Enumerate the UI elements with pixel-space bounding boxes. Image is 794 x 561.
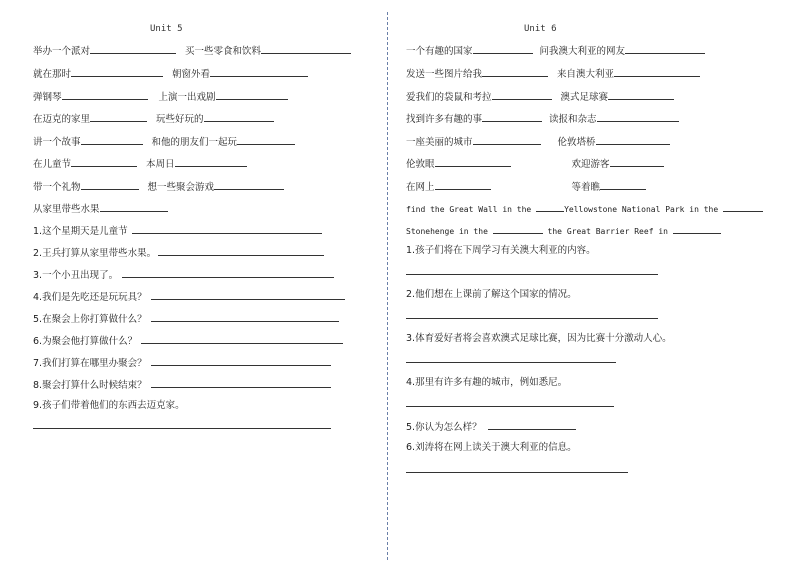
phrase-row — [406, 157, 664, 171]
answer-line[interactable] — [158, 246, 324, 256]
answer-line[interactable] — [151, 378, 331, 388]
fill-text: find the Great Wall in the — [406, 205, 532, 214]
question-row — [406, 245, 596, 257]
phrase-text: 一个有趣的国家 — [406, 46, 473, 57]
question-row — [33, 334, 343, 348]
answer-blank[interactable] — [210, 67, 308, 77]
answer-blank[interactable] — [62, 90, 148, 100]
phrase-text: 带一个礼物 — [33, 182, 81, 193]
phrase-row — [406, 180, 646, 194]
phrase-text: 玩些好玩的 — [156, 114, 204, 125]
answer-blank[interactable] — [596, 135, 670, 145]
answer-line[interactable] — [488, 420, 576, 430]
unit6-title: Unit 6 — [524, 24, 557, 34]
answer-line[interactable] — [151, 356, 331, 366]
phrase-row — [406, 112, 679, 126]
question-text: 5.在聚会上你打算做什么？ — [33, 314, 147, 325]
phrase-row — [33, 135, 295, 149]
answer-blank[interactable] — [214, 180, 284, 190]
answer-blank[interactable] — [261, 44, 351, 54]
phrase-text: 等着瞧 — [571, 182, 601, 193]
phrase-row — [33, 44, 351, 58]
phrase-text: 弹钢琴 — [33, 92, 62, 103]
question-text: 2.王兵打算从家里带些水果。 — [33, 248, 157, 259]
phrase-text: 举办一个派对 — [33, 46, 91, 57]
answer-blank[interactable] — [435, 157, 511, 167]
question-row — [33, 224, 322, 238]
answer-blank[interactable] — [237, 135, 295, 145]
answer-blank[interactable] — [100, 202, 168, 212]
phrase-text: 发送一些图片给我 — [406, 69, 483, 80]
phrase-row — [406, 135, 670, 149]
answer-blank[interactable] — [492, 90, 552, 100]
phrase-text: 本周日 — [146, 159, 175, 170]
phrase-row — [33, 180, 284, 194]
fill-row — [406, 202, 763, 216]
unit5-title: Unit 5 — [150, 24, 183, 34]
answer-line[interactable] — [406, 472, 628, 473]
fill-text: Yellowstone National Park in the — [564, 205, 719, 214]
answer-blank[interactable] — [435, 180, 491, 190]
question-text: 6.为聚会他打算做什么？ — [33, 336, 138, 347]
answer-blank[interactable] — [204, 112, 274, 122]
answer-blank[interactable] — [90, 44, 176, 54]
fill-text: Stonehenge in the — [406, 227, 488, 236]
answer-blank[interactable] — [597, 112, 679, 122]
answer-blank[interactable] — [608, 90, 674, 100]
question-text: 6.刘涛将在网上读关于澳大利亚的信息。 — [406, 442, 577, 453]
question-text: 4.我们是先吃还是玩玩具？ — [33, 292, 147, 303]
answer-line[interactable] — [151, 290, 345, 300]
phrase-text: 从家里带些水果 — [33, 204, 100, 215]
phrase-text: 在迈克的家里 — [33, 114, 91, 125]
question-row — [33, 378, 331, 392]
question-text: 4.那里有许多有趣的城市，例如悉尼。 — [406, 377, 568, 388]
phrase-text: 来自澳大利亚 — [557, 69, 615, 80]
answer-line[interactable] — [406, 318, 658, 319]
question-row — [33, 312, 339, 326]
answer-blank[interactable] — [493, 224, 543, 234]
answer-blank[interactable] — [81, 180, 139, 190]
phrase-text: 朝窗外看 — [172, 69, 211, 80]
question-text: 3.体育爱好者将会喜欢澳式足球比赛，因为比赛十分激动人心。 — [406, 333, 672, 344]
answer-blank[interactable] — [600, 180, 646, 190]
answer-blank[interactable] — [625, 44, 705, 54]
phrase-text: 一座美丽的城市 — [406, 137, 473, 148]
question-row — [33, 268, 334, 282]
phrase-text: 读报和杂志 — [549, 114, 597, 125]
answer-blank[interactable] — [81, 135, 143, 145]
phrase-text: 买一些零食和饮料 — [185, 46, 262, 57]
answer-blank[interactable] — [175, 157, 247, 167]
phrase-row — [33, 157, 247, 171]
answer-blank[interactable] — [610, 157, 664, 167]
answer-blank[interactable] — [473, 135, 541, 145]
phrase-text: 爱我们的袋鼠和考拉 — [406, 92, 492, 103]
question-row — [406, 333, 672, 345]
question-text: 1.孩子们将在下周学习有关澳大利亚的内容。 — [406, 245, 596, 256]
answer-line[interactable] — [141, 334, 343, 344]
answer-line[interactable] — [406, 406, 614, 407]
fill-row — [406, 224, 721, 238]
phrase-text: 就在那时 — [33, 69, 72, 80]
question-row — [33, 290, 345, 304]
phrase-text: 找到许多有趣的事 — [406, 114, 483, 125]
question-row — [33, 246, 324, 260]
answer-blank[interactable] — [536, 202, 564, 212]
phrase-text: 在儿童节 — [33, 159, 72, 170]
phrase-text: 伦敦塔桥 — [557, 137, 596, 148]
phrase-text: 想一些聚会游戏 — [147, 182, 215, 193]
answer-line[interactable] — [122, 268, 334, 278]
phrase-text: 问我澳大利亚的网友 — [539, 46, 626, 57]
answer-line[interactable] — [151, 312, 339, 322]
answer-blank[interactable] — [614, 67, 700, 77]
answer-blank[interactable] — [216, 90, 288, 100]
column-divider — [387, 12, 388, 560]
answer-blank[interactable] — [723, 202, 763, 212]
answer-blank[interactable] — [482, 112, 542, 122]
phrase-text: 欢迎游客 — [571, 159, 610, 170]
answer-blank[interactable] — [90, 112, 147, 122]
phrase-row — [33, 202, 168, 216]
phrase-text: 上演一出戏剧 — [158, 92, 216, 103]
answer-line[interactable] — [33, 428, 331, 429]
phrase-row — [406, 44, 705, 58]
phrase-row — [406, 90, 674, 104]
unit5-column — [0, 0, 360, 561]
phrase-text: 澳式足球赛 — [560, 92, 609, 103]
answer-blank[interactable] — [473, 44, 533, 54]
question-text: 5.你认为怎么样？ — [406, 422, 482, 433]
phrase-text: 和他的朋友们一起玩 — [151, 137, 238, 148]
question-row — [406, 442, 577, 454]
question-text: 1.这个星期天是儿童节 — [33, 226, 128, 237]
phrase-text: 伦敦眼 — [406, 159, 435, 170]
question-text: 7.我们打算在哪里办聚会？ — [33, 358, 147, 369]
fill-text: the Great Barrier Reef in — [547, 227, 668, 236]
question-row — [33, 400, 185, 412]
question-row — [406, 377, 567, 389]
question-row — [33, 356, 331, 370]
question-row — [406, 289, 577, 301]
answer-blank[interactable] — [482, 67, 548, 77]
answer-line[interactable] — [406, 274, 658, 275]
answer-line[interactable] — [406, 362, 616, 363]
phrase-row — [33, 90, 288, 104]
question-text: 8.聚会打算什么时候结束？ — [33, 380, 147, 391]
answer-blank[interactable] — [71, 157, 137, 167]
phrase-row — [33, 112, 274, 126]
question-row — [406, 420, 576, 434]
answer-line[interactable] — [132, 224, 322, 234]
phrase-row — [406, 67, 700, 81]
question-text: 9.孩子们带着他们的东西去迈克家。 — [33, 400, 185, 411]
phrase-text: 讲一个故事 — [33, 137, 81, 148]
question-text: 3.一个小丑出现了。 — [33, 270, 119, 281]
unit6-column — [398, 0, 758, 561]
phrase-text: 在网上 — [406, 182, 435, 193]
question-text: 2.他们想在上课前了解这个国家的情况。 — [406, 289, 577, 300]
answer-blank[interactable] — [71, 67, 163, 77]
answer-blank[interactable] — [673, 224, 721, 234]
phrase-row — [33, 67, 308, 81]
